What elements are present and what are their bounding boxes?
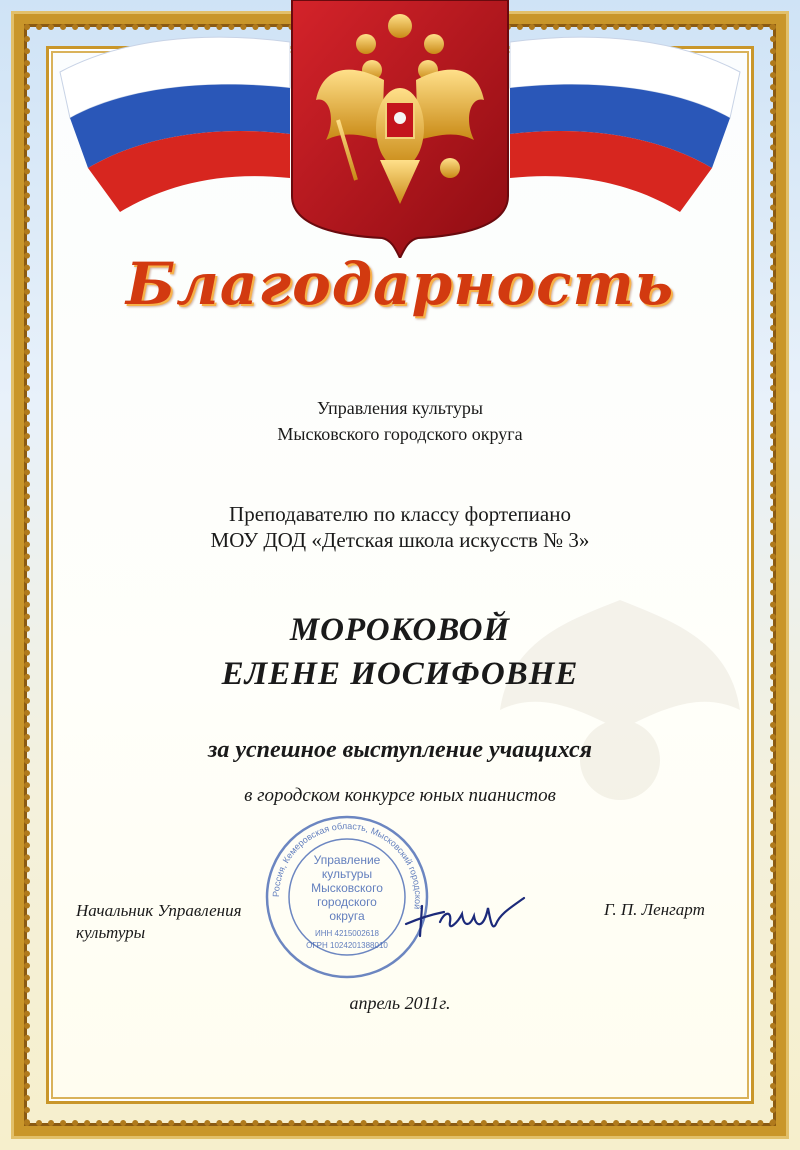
issuer-line-2: Мысковского городского округа [277,424,523,444]
certificate-title: Благодарность [125,250,675,318]
award-reason-detail: в городском конкурсе юных пианистов [244,785,556,806]
stamp-center-line-2: культуры [321,867,373,881]
recipient-surname: МОРОКОВОЙ [289,612,511,648]
recipient-position: Преподавателю по классу фортепиано [229,502,571,526]
stamp-center-line-1: Управление [313,853,381,867]
recipient-first-name: ЕЛЕНЕ ИОСИФОВНЕ [221,656,579,692]
handwritten-signature-icon [400,888,530,948]
stamp-center-line-5: округа [329,909,365,923]
stamp-ogrn: ОГРН 1024201388010 [306,941,388,950]
signatory-title [76,900,242,944]
signatory-title-line-1: Начальник Управления [76,901,242,920]
award-reason: за успешное выступление учащихся [207,737,593,763]
stamp-center-line-3: Мысковского [311,881,383,895]
issue-date: апрель 2011г. [349,993,451,1013]
recipient-institution: МОУ ДОД «Детская школа искусств № 3» [210,528,590,552]
watermark-eagle-icon [470,560,770,860]
signatory-name: Г. П. Ленгарт [604,900,705,919]
stamp-inn: ИНН 4215002618 [314,929,380,938]
signatory-title-line-2: культуры [76,923,146,942]
stamp-ring-text: Россия, Кемеровская область, Мысковский городской [270,820,424,910]
issuer-line-1: Управления культуры [317,398,483,418]
coat-of-arms-icon [286,0,514,258]
stamp-center-line-4: городского [317,895,377,909]
